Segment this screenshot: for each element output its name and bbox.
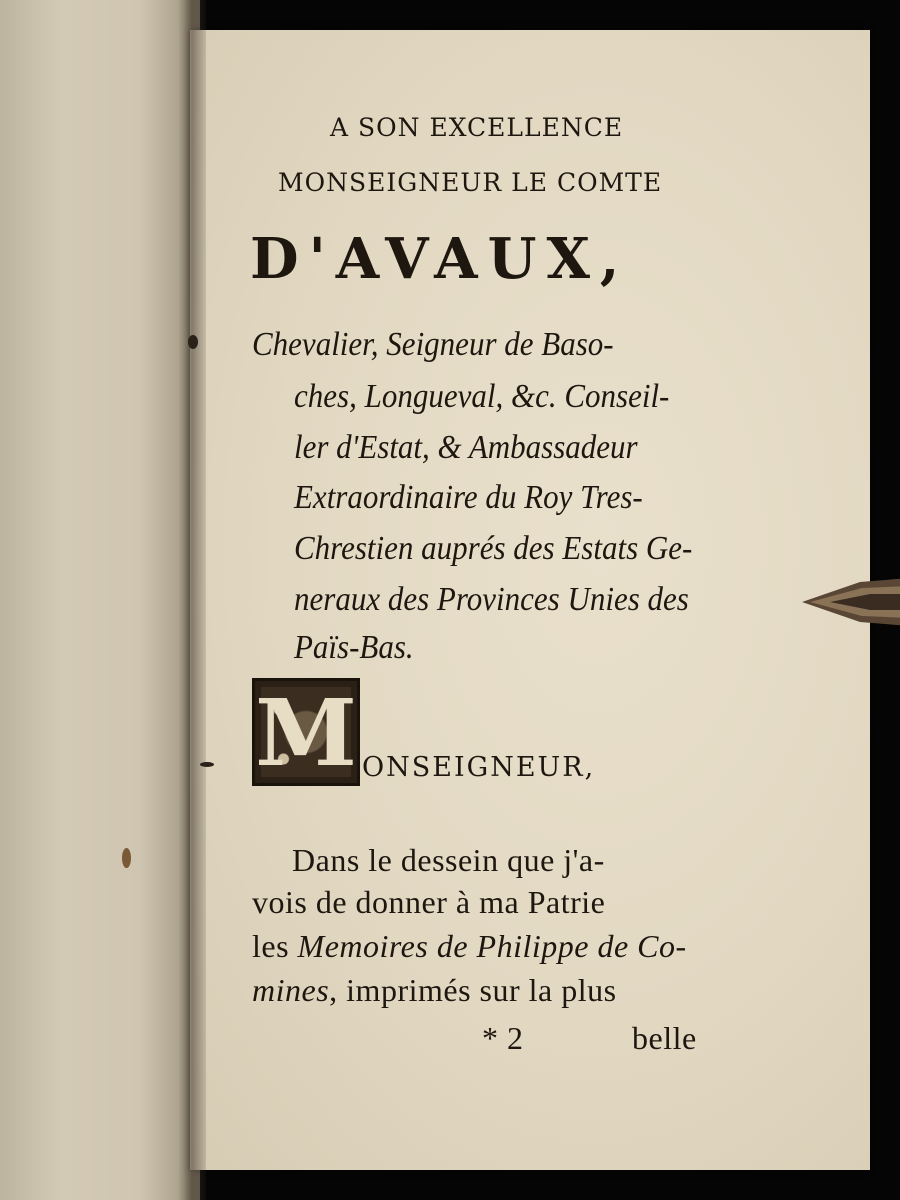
title-line: ler d'Estat, & Ambassadeur bbox=[294, 428, 638, 466]
title-line: Chrestien auprés des Estats Ge- bbox=[294, 529, 693, 567]
body-line: Dans le dessein que j'a- bbox=[292, 842, 605, 878]
ink-spot bbox=[122, 848, 131, 868]
ink-spot bbox=[188, 335, 198, 349]
dedication-line-2: MONSEIGNEUR LE COMTE bbox=[278, 168, 663, 197]
body-text: les bbox=[252, 928, 298, 964]
body-line bbox=[252, 928, 687, 965]
left-page bbox=[0, 0, 200, 1200]
title-line: Païs-Bas. bbox=[294, 628, 414, 666]
salutation: ONSEIGNEUR, bbox=[362, 752, 596, 783]
title-line: ches, Longueval, &c. Conseil- bbox=[294, 377, 670, 415]
signature-mark: * 2 bbox=[482, 1020, 524, 1056]
pen-nib-icon bbox=[800, 574, 900, 630]
ink-spot bbox=[200, 762, 214, 767]
title-line: neraux des Provinces Unies des bbox=[294, 580, 689, 618]
initial-letter: M bbox=[255, 679, 357, 787]
dedicatee-name: D'AVAUX, bbox=[250, 226, 630, 292]
title-line: Extraordinaire du Roy Tres- bbox=[294, 478, 643, 516]
title-line: Chevalier, Seigneur de Baso- bbox=[252, 325, 614, 363]
book-gutter bbox=[178, 0, 206, 1200]
decorated-initial bbox=[252, 678, 360, 786]
dedication-line-1: A SON EXCELLENCE bbox=[330, 113, 624, 142]
body-text: , imprimés sur la plus bbox=[329, 972, 617, 1008]
body-line: vois de donner à ma Patrie bbox=[252, 884, 606, 920]
book-title: Memoires de Philippe de Co- bbox=[297, 928, 687, 964]
body-line bbox=[252, 972, 617, 1009]
book-title: mines bbox=[252, 972, 330, 1008]
catchword: belle bbox=[632, 1020, 697, 1056]
